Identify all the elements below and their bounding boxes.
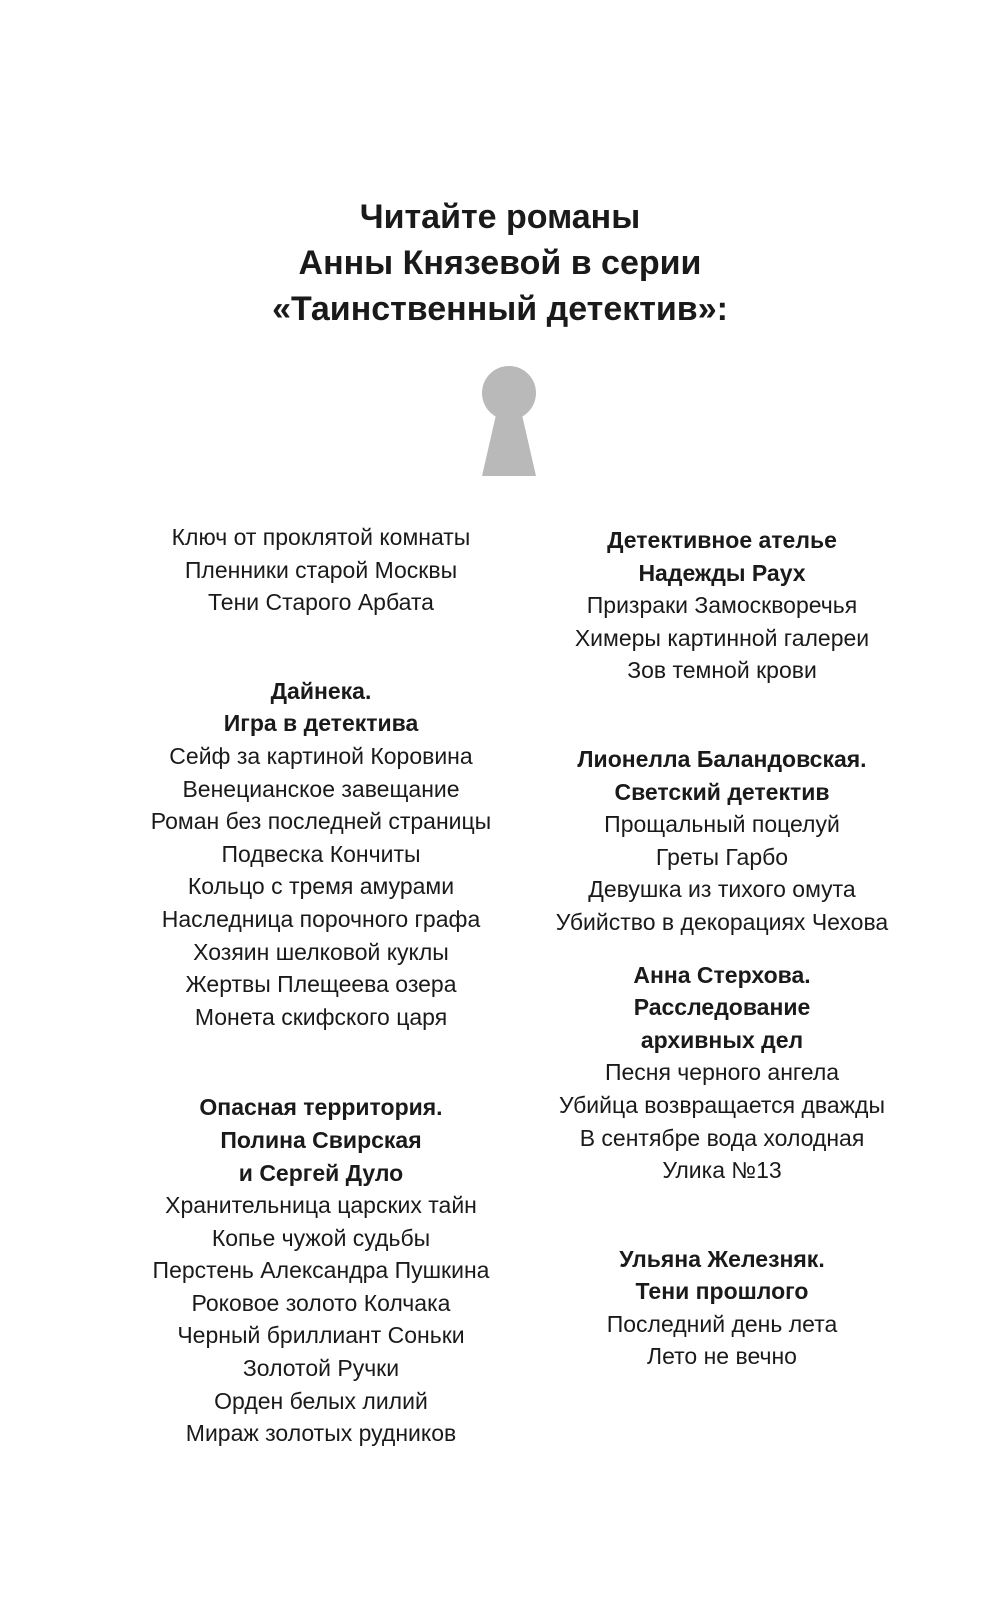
heading-line-2: Анны Князевой в серии: [298, 244, 702, 282]
series-title: Опасная территория.: [199, 1094, 443, 1121]
book-title: Хозяин шелковой куклы: [193, 938, 449, 965]
book-title: Тени Старого Арбата: [208, 589, 434, 616]
series-title: и Сергей Дуло: [238, 1159, 404, 1186]
series-group-sterkhova: [522, 959, 922, 1187]
book-title: Улика №13: [662, 1157, 782, 1184]
book-title: В сентябре вода холодная: [579, 1124, 865, 1151]
book-title: Черный бриллиант Соньки: [177, 1322, 465, 1349]
book-title: Хранительница царских тайн: [165, 1192, 477, 1219]
page-heading: [0, 194, 1000, 332]
book-title: Прощальный поцелуй: [604, 811, 840, 838]
book-title: Сейф за картиной Коровина: [169, 742, 473, 769]
series-title: Расследование: [633, 994, 811, 1021]
series-group-zheleznyak: [522, 1243, 922, 1373]
book-title: Греты Гарбо: [655, 843, 789, 870]
series-group-dangerous-territory: [126, 1091, 516, 1450]
series-group-raukh: [522, 524, 922, 687]
book-title: Ключ от проклятой комнаты: [171, 524, 471, 550]
series-title: архивных дел: [640, 1026, 804, 1053]
book-title: Мираж золотых рудников: [185, 1420, 457, 1447]
series-title: Ульяна Железняк.: [619, 1245, 825, 1272]
book-title: Наследница порочного графа: [161, 905, 481, 932]
left-column: [126, 521, 516, 1450]
keyhole-icon: [478, 366, 540, 476]
series-group-daineka: [126, 675, 516, 1034]
series-group-standalone: [126, 521, 516, 619]
book-title: Пленники старой Москвы: [184, 556, 458, 583]
book-title: Песня черного ангела: [604, 1059, 840, 1086]
series-title: Светский детектив: [614, 778, 830, 805]
book-title: Убийство в декорациях Чехова: [555, 908, 889, 935]
series-title: Игра в детектива: [223, 710, 419, 737]
heading-line-3: «Таинственный детектив»:: [272, 290, 728, 328]
book-title: Лето не вечно: [647, 1343, 797, 1370]
book-title: Роковое золото Колчака: [191, 1289, 451, 1316]
series-title: Детективное ателье: [607, 527, 837, 553]
book-title: Орден белых лилий: [214, 1387, 428, 1414]
book-title: Перстень Александра Пушкина: [152, 1257, 490, 1284]
book-title: Кольцо с тремя амурами: [187, 873, 455, 900]
book-title: Жертвы Плещеева озера: [185, 971, 457, 998]
book-title: Призраки Замоскворечья: [586, 592, 858, 619]
book-title: Убийца возвращается дважды: [558, 1091, 886, 1118]
series-title: Полина Свирская: [220, 1126, 422, 1153]
series-title: Тени прошлого: [635, 1278, 809, 1305]
book-title: Золотой Ручки: [242, 1355, 400, 1382]
right-column: [522, 524, 922, 1373]
book-title: Зов темной крови: [627, 657, 817, 684]
series-title: Надежды Раух: [638, 559, 806, 586]
series-title: Анна Стерхова.: [633, 961, 811, 988]
series-title: Лионелла Баландовская.: [577, 745, 867, 772]
book-title: Химеры картинной галереи: [574, 624, 870, 651]
book-title: Копье чужой судьбы: [211, 1224, 431, 1251]
heading-line-1: Читайте романы: [359, 198, 641, 236]
series-title: Дайнека.: [270, 677, 372, 704]
book-title: Подвеска Кончиты: [221, 840, 421, 867]
book-title: Роман без последней страницы: [150, 808, 492, 835]
book-title: Последний день лета: [606, 1310, 838, 1337]
series-group-balandovskaya: [522, 743, 922, 939]
book-title: Венецианское завещание: [182, 775, 460, 802]
book-title: Монета скифского царя: [194, 1003, 448, 1030]
book-title: Девушка из тихого омута: [588, 876, 856, 903]
